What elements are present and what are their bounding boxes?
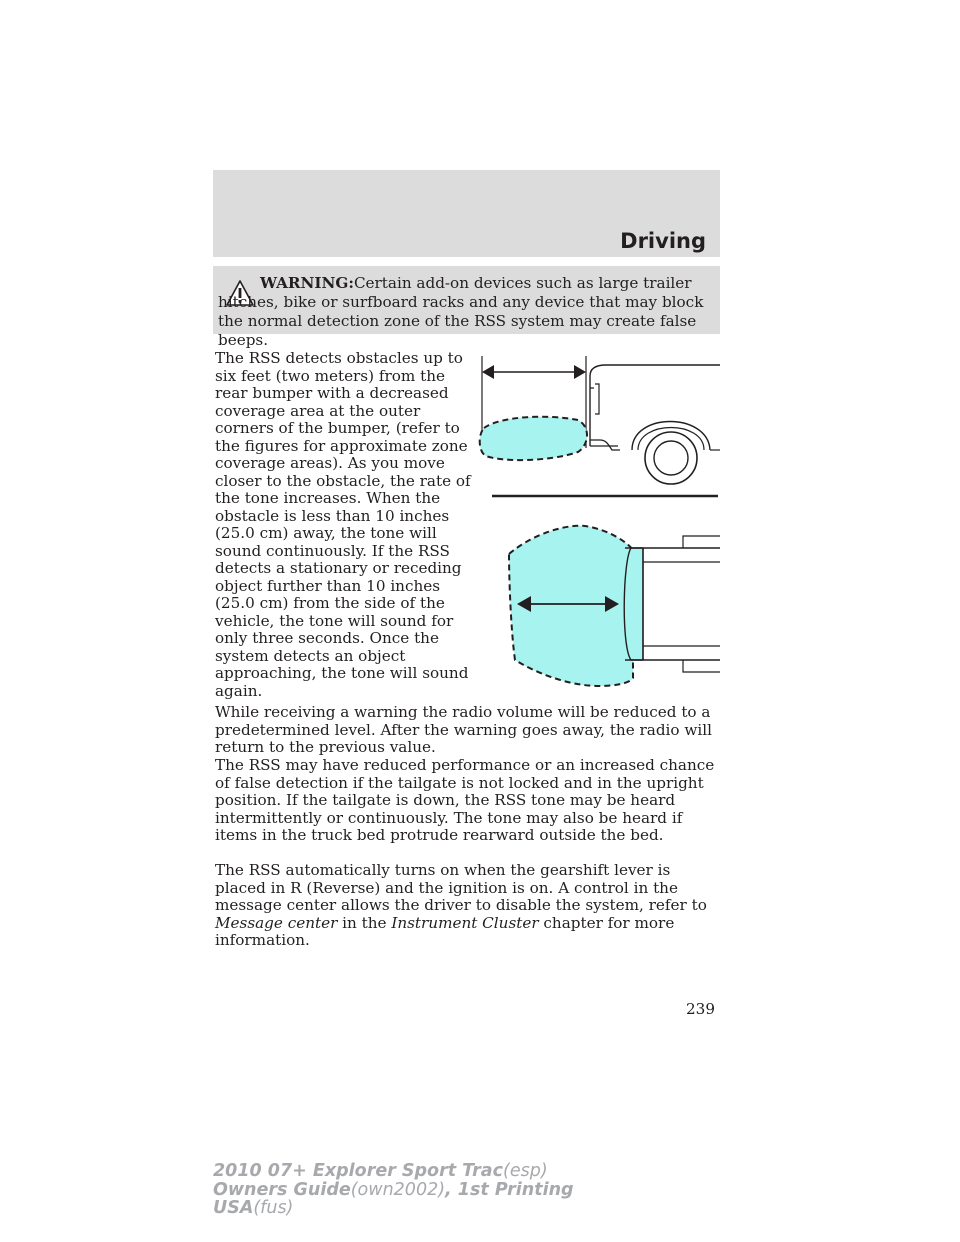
section-title: Driving	[620, 229, 706, 253]
footer-market-code: (fus)	[253, 1198, 294, 1218]
footer-guide-code: (own2002)	[350, 1179, 446, 1200]
warning-body: Certain add-on devices such as large trailer hitches, bike or surfboard racks and any device that may block the normal detection zone of the RSS system may create false beeps.	[218, 274, 704, 349]
auto-on-text-1: The RSS automatically turns on when the gearshift lever is placed in R (Reverse) and the ignition is on. A control in the message center allows the driver to disable the system, refer to	[215, 861, 707, 914]
warning-text	[218, 274, 713, 350]
radio-volume-paragraph: While receiving a warning the radio volume will be reduced to a predetermined level. After the warning goes away, the radio will return to the previous value.	[215, 703, 712, 756]
section-header	[213, 170, 720, 257]
footer-printing: , 1st Printing	[445, 1179, 574, 1200]
auto-on-text-2: in the	[337, 913, 392, 932]
auto-on-text-3: chapter for more information.	[215, 913, 675, 949]
footer-model-code: (esp)	[503, 1161, 548, 1181]
footer-guide: Owners Guide	[213, 1179, 351, 1200]
rss-detection-paragraph: The RSS detects obstacles up to six feet (two meters) from the rear bumper with a decreased coverage area at the outer corners of the bumper, (refer to the figures for approximate zone coverage areas). As you move closer to the obstacle, the rate of the tone increases. When the obstacle is less than 10 inches (25.0 cm) away, the tone will sound continuously. If the RSS detects a stationary or receding object further than 10 inches (25.0 cm) from the side of the vehicle, the tone will sound for only three seconds. Once the system detects an object approaching, the tone will sound again.	[215, 349, 471, 700]
tailgate-paragraph: The RSS may have reduced performance or an increased chance of false detection if the tailgate is not locked and in the upright position. If the tailgate is down, the RSS tone may be heard intermittently or continuously. The tone may also be heard if items in the truck bed protrude rearward outside the bed.	[215, 756, 715, 844]
footer-line-market	[213, 1199, 574, 1218]
vehicle-side-view-diagram	[478, 352, 720, 500]
warning-box	[213, 266, 720, 349]
page-number: 239	[686, 1000, 715, 1018]
message-center-reference: Message center	[215, 913, 338, 932]
vehicle-top-view-diagram	[505, 520, 720, 690]
footer-market: USA	[213, 1198, 254, 1218]
footer-line-model	[213, 1162, 574, 1181]
footer-line-guide	[213, 1181, 574, 1200]
auto-on-paragraph	[215, 862, 720, 950]
warning-label: WARNING:	[260, 274, 354, 292]
document-footer	[213, 1162, 574, 1218]
instrument-cluster-reference: Instrument Cluster	[391, 913, 539, 932]
footer-model: 2010 07+ Explorer Sport Trac	[213, 1161, 503, 1181]
